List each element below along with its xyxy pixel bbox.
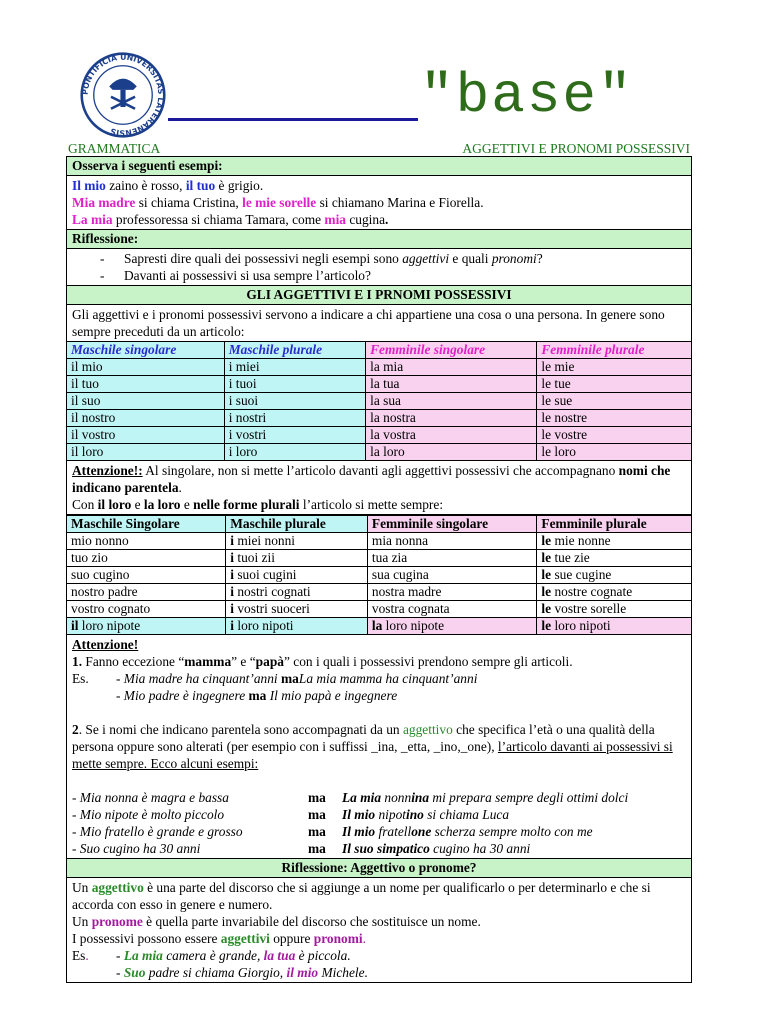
table-cell: i loro nipoti — [226, 618, 368, 635]
table-row — [67, 567, 691, 584]
table-cell: la nostra — [366, 410, 537, 427]
attention-2-label: Attenzione! — [72, 637, 139, 652]
table-cell: il nostro — [67, 410, 224, 427]
attention-label: Attenzione!: — [72, 463, 143, 478]
table-row — [67, 376, 691, 393]
parentela-examples — [72, 789, 686, 857]
table-cell: mia nonna — [367, 533, 537, 550]
table-cell: le sue — [537, 393, 691, 410]
table-cell: tuo zio — [67, 550, 226, 567]
reflection-questions — [67, 249, 691, 286]
attention-block: Attenzione!: Al singolare, non si mette l’articolo davanti agli aggettivi possessivi che accompagnano nomi che indicano parentela. Con il loro e la loro e nelle forme plurali l’articolo si mette sempre: — [67, 461, 691, 515]
adjective-pronoun-heading: Riflessione: Aggettivo o pronome? — [67, 859, 691, 878]
seal-text: PONTIFICIA UNIVERSITAS LATERANENSIS — [80, 52, 166, 138]
possessives-table — [67, 341, 691, 461]
table-row — [67, 601, 691, 618]
table-cell: le mie — [537, 359, 691, 376]
table-cell: la loro nipote — [367, 618, 537, 635]
table-cell: le mie nonne — [537, 533, 691, 550]
possessives-intro: Gli aggettivi e i pronomi possessivi servono a indicare a chi appartiene una cosa o una persona. In genere sono sempre preceduti da un articolo: — [72, 307, 665, 339]
page-title: "base" — [420, 64, 634, 128]
table-cell: mio nonno — [67, 533, 226, 550]
table-cell: le tue — [537, 376, 691, 393]
table-cell: il vostro — [67, 427, 224, 444]
question-item: - Davanti ai possessivi si usa sempre l’articolo? — [72, 267, 686, 284]
table-cell: i miei nonni — [226, 533, 368, 550]
table-row — [67, 584, 691, 601]
possessives-heading: GLI AGGETTIVI E I PRNOMI POSSESSIVI — [67, 286, 691, 305]
table-cell: vostro cognato — [67, 601, 226, 618]
column-header: Maschile Singolare — [71, 516, 180, 531]
adjective-pronoun-block: Un aggettivo è una parte del discorso che si aggiunge a un nome per qualificarlo o per determinarlo e che si accorda con esso in genere e numero. Un pronome è quella parte invariabile del discorso che sostituisce un nome. I possessivi possono essere aggettivi oppure pronomi. Es. - La mia camera è grande, la tua è piccola. - Suo padre si chiama Giorgio, il mio Michele. — [72, 880, 651, 980]
table-row — [67, 444, 691, 461]
table-cell: il loro nipote — [67, 618, 226, 635]
table-cell: la loro — [366, 444, 537, 461]
table-cell: la tua — [366, 376, 537, 393]
topic-label: AGGETTIVI E PRONOMI POSSESSIVI — [462, 141, 690, 156]
table-cell: le vostre sorelle — [537, 601, 691, 618]
column-header: Maschile plurale — [224, 342, 365, 359]
table-cell: nostra madre — [367, 584, 537, 601]
table-cell: i nostri cognati — [226, 584, 368, 601]
column-header: Femminile singolare — [371, 516, 489, 531]
table-row — [67, 359, 691, 376]
table-cell: tua zia — [367, 550, 537, 567]
title-underline — [168, 118, 418, 121]
table-cell: i suoi — [224, 393, 365, 410]
column-header: Femminile singolare — [366, 342, 537, 359]
example-line: Mia madre si chiama Cristina, le mie sorelle si chiamano Marina e Fiorella. — [72, 195, 484, 210]
question-item: - Sapresti dire quali dei possessivi negli esempi sono aggettivi e quali pronomi? — [72, 250, 686, 267]
table-cell: i tuoi zii — [226, 550, 368, 567]
example-row: - Mio fratello è grande e grosso ma Il mio fratellone scherza sempre molto con me — [72, 824, 593, 839]
table-cell: le loro nipoti — [537, 618, 691, 635]
example-row: - Mia nonna è magra e bassa ma La mia nonnina mi prepara sempre degli ottimi dolci — [72, 790, 629, 805]
table-row — [67, 410, 691, 427]
examples-heading: Osserva i seguenti esempi: — [67, 157, 691, 176]
example-line: La mia professoressa si chiama Tamara, come mia cugina. — [72, 212, 389, 227]
table-cell: la vostra — [366, 427, 537, 444]
table-cell: i miei — [224, 359, 365, 376]
example-row: - Mio nipote è molto piccolo ma Il mio nipotino si chiama Luca — [72, 807, 510, 822]
table-cell: la mia — [366, 359, 537, 376]
table-cell: le nostre — [537, 410, 691, 427]
table-cell: i vostri — [224, 427, 365, 444]
table-row — [67, 550, 691, 567]
section-label: GRAMMATICA — [68, 141, 161, 156]
worksheet — [66, 156, 692, 983]
table-cell: le vostre — [537, 427, 691, 444]
table-header-row — [67, 342, 691, 359]
example-row: - Suo cugino ha 30 anni ma Il suo simpatico cugino ha 30 anni — [72, 841, 531, 856]
table-cell: le loro — [537, 444, 691, 461]
table-row — [67, 393, 691, 410]
table-cell: i vostri suoceri — [226, 601, 368, 618]
reflection-heading: Riflessione: — [67, 230, 691, 249]
table-cell: i loro — [224, 444, 365, 461]
table-row — [67, 427, 691, 444]
table-cell: suo cugino — [67, 567, 226, 584]
table-cell: nostro padre — [67, 584, 226, 601]
column-header: Maschile plurale — [230, 516, 326, 531]
table-cell: il tuo — [67, 376, 224, 393]
column-header: Maschile singolare — [67, 342, 224, 359]
table-cell: i suoi cugini — [226, 567, 368, 584]
column-header: Femminile plurale — [541, 516, 647, 531]
table-cell: il suo — [67, 393, 224, 410]
table-cell: i nostri — [224, 410, 365, 427]
table-cell: vostra cognata — [367, 601, 537, 618]
attention-2-block: Attenzione! 1. Fanno eccezione “mamma” e “papà” con i quali i possessivi prendono sempre gli articoli. Es. - Mia madre ha cinquant’anni ma La mia mamma ha cinquant’anni - Mio padre è ingegnere ma Il mio papà e ingegnere 2. Se i nomi che indicano parentela sono accompagnati da un aggettivo che specifica l’età o una qualità della persona oppure sono alterati (per esempio con i suffissi _ina, _etta, _ino,_one), l’articolo davanti ai possessivi si mette sempre. Ecco alcuni esempi: - Mia nonna è magra e bassa ma La mia nonnina mi prepara sempre degli ottimi dolci - Mio nipote è molto piccolo ma Il mio nipotino si chiama Luca - Mio fratello è grande e grosso ma Il mio fratellone scherza sempre molto con me - Suo cugino ha 30 anni ma Il suo simpatico cugino ha 30 anni — [67, 635, 691, 859]
table-cell: il loro — [67, 444, 224, 461]
table-cell: le tue zie — [537, 550, 691, 567]
table-row — [67, 533, 691, 550]
university-seal-logo — [80, 52, 166, 138]
table-header-row — [67, 516, 691, 533]
table-cell: le sue cugine — [537, 567, 691, 584]
table-cell: la sua — [366, 393, 537, 410]
table-cell: le nostre cognate — [537, 584, 691, 601]
kinship-table — [67, 515, 691, 635]
table-row — [67, 618, 691, 635]
table-cell: il mio — [67, 359, 224, 376]
table-cell: sua cugina — [367, 567, 537, 584]
example-line: Il mio zaino è rosso, il tuo è grigio. — [72, 178, 264, 193]
examples-block — [67, 176, 691, 230]
column-header: Femminile plurale — [537, 342, 691, 359]
table-cell: i tuoi — [224, 376, 365, 393]
